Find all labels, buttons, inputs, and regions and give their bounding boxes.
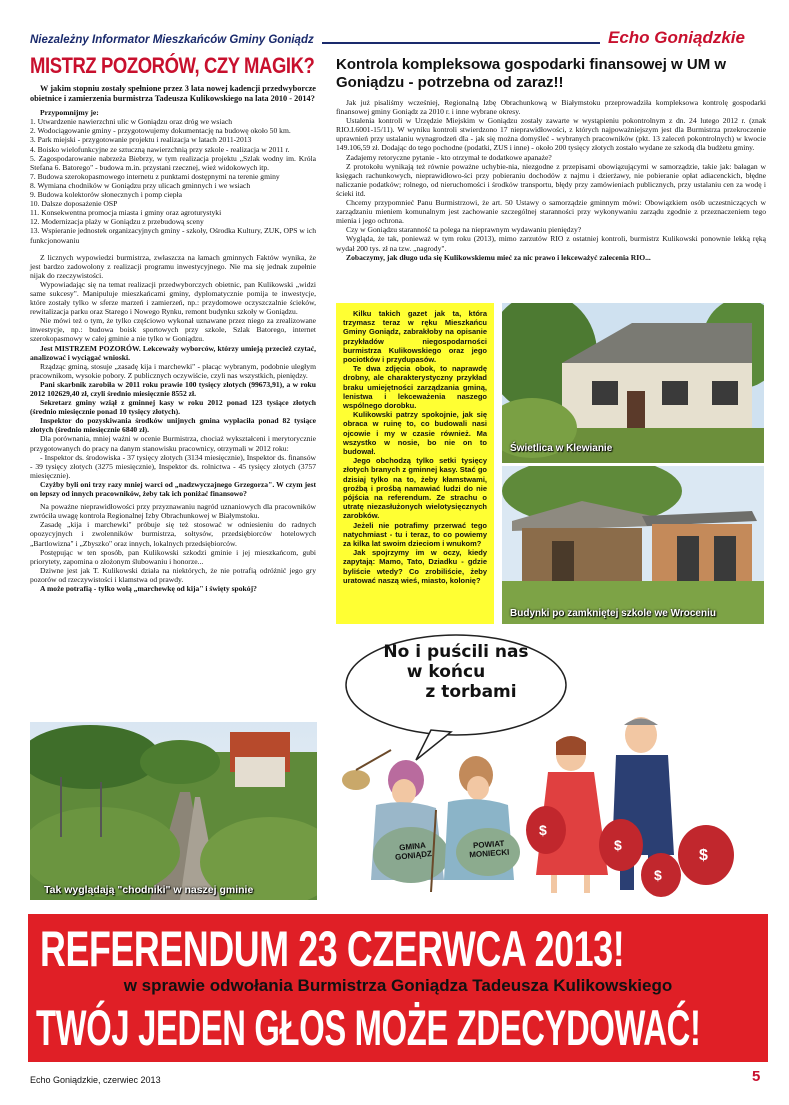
paragraph: Wypowiadając się na temat realizacji przedwyborczych obietnic, pan Kulikowski „widzi same sukcesy". Manipuluje mieszkańcami gminy, dyplomatycznie pomija te inwestycje, które zostały tylko w sferze marzeń i zamierzeń, np.: przydomowe oczyszczalnie ścieków, rewitalizacja parku oraz Starego i Nowego Rynku, remont budynku szkoły w Goniądzu. — [30, 279, 316, 317]
sidebar-paragraph: Kilku takich gazet jak ta, która trzymasz teraz w ręku Mieszkańcu Gminy Goniądz, zabrakłoby na opisanie przykładów niegospodarności burmistrza Kulikowskiego oraz jego pociotków i przydupasów. — [343, 309, 487, 365]
sack-label-line: GONIĄDZ — [394, 849, 433, 862]
swietlica-photo-image — [502, 303, 764, 463]
sidebar-paragraph: Jeżeli nie potrafimy przerwać tego natychmiast - tu i teraz, to co powiemy za kilka lat swoim dzieciom i wnukom? — [343, 520, 487, 549]
paragraph: Dla porównania, mniej ważni w ocenie Burmistrza, chociaż wykształceni i merytorycznie przygotowanych do pracy na danym stanowisku pracownicy, otrzymali w 2012 roku: — [30, 434, 316, 453]
budynki-caption: Budynki po zamkniętej szkole we Wroceniu — [510, 608, 716, 619]
right-article-body — [336, 98, 766, 262]
sidebar-paragraph: Jego obchodzą tylko setki tysięcy złotych branych z gminnej kasy. Stać go dzisiaj tylko na to, żeby kłamstwami, groźbą i prośbą namawiać ludzi do nie pójścia na referendum. Ze strachu o utratę niezasłużonych wielotysięcznych zarobków. — [343, 456, 487, 521]
sack-label-powiat — [463, 838, 514, 859]
list-item: 11. Konsekwentna promocja miasta i gminy oraz agroturystyki — [30, 208, 222, 218]
paragraph: Dziwne jest jak T. Kulikowski działa na niektórych, że nie potrafią odróżnić jego gry pozorów od rzeczywistości i klamstwa od prawdy. — [30, 565, 316, 584]
list-item: 7. Budowa szerokopasmowego internetu z punktami dostępnymi na terenie gminy — [30, 171, 280, 181]
paragraph: Czy w Goniądzu staranność ta polega na nieprawnym wydawaniu pieniędzy? — [346, 225, 582, 235]
list-item: 5. Zagospodarowanie nabrzeża Biebrzy, w tym realizacja projektu „Szlak wodny im. Króla Stefana 6. Batorego" - budowa m.in. przystani rzecznej, wież widokowych itp. — [30, 153, 316, 172]
promises-list — [30, 117, 316, 244]
paragraph-final: A może potrafią - tylko wolą „marchewkę od kija" i święty spokój? — [40, 583, 257, 593]
sidebar-paragraph: Jak spojrzymy im w oczy, kiedy zapytają: Mamo, Tato, Dziadku - gdzie byliście wtedy? Co zrobiliście, żeby uratować naszą wieś, miasto, kolonię? — [343, 548, 487, 585]
referendum-banner — [28, 914, 768, 1062]
list-item: 10. Dalsze doposażenie OSP — [30, 199, 118, 209]
sidewalk-photo-image — [30, 722, 317, 900]
list-item: 9. Budowa kolektorów słonecznych i pomp ciepła — [30, 190, 183, 200]
svg-text:$: $ — [539, 822, 547, 838]
sack-label-line: GMINA — [398, 840, 427, 853]
left-article-lead: W jakim stopniu zostały spełnione przez 3 lata nowej kadencji przedwyborcze obietnice i zamierzenia burmistrza Tadeusza Kulikowskiego na lata 2010 - 2014? — [30, 84, 316, 103]
paragraph-inspektor: Inspektor do pozyskiwania środków unijnych gmina wypłaciła ponad 82 tysiące złotych (średnio miesięcznie 6840 zł). — [30, 416, 316, 435]
reminder-heading: Przypomnijmy je: — [40, 108, 99, 118]
masthead-tagline: Niezależny Informator Mieszkańców Gminy Goniądz — [30, 34, 314, 46]
svg-text:$: $ — [614, 837, 622, 853]
banner-line-1: REFERENDUM 23 CZERWCA 2013! — [40, 921, 625, 977]
paragraph-question: Czyżby byli oni trzy razy mniej warci od „nadzwyczajnego Grzegorza". W czym jest on lepszy od innych pracowników, żeby tak ich poniżać finansowo? — [30, 479, 316, 499]
swietlica-caption: Świetlica w Klewianie — [510, 443, 613, 454]
speech-bubble-text — [376, 642, 536, 702]
list-item: 1. Utwardzenie nawierzchni ulic w Goniądzu oraz dróg we wsiach — [30, 117, 232, 127]
masthead-rule — [322, 42, 600, 44]
page-number: 5 — [752, 1068, 761, 1085]
right-article-title: Kontrola kompleksowa gospodarki finansowej w UM w Goniądzu - potrzebna od zaraz!! — [336, 56, 727, 91]
paragraph: Na poważne nieprawidłowości przy przyznawaniu nagród uznaniowych dla pracowników zwróciła uwagę kontrola Regionalnej Izby Obrachunkowej w Białymstoku. — [30, 502, 316, 521]
paragraph: Nie mówi też o tym, że tylko częściowo wykonał uznawane przez niego za zrealizowane inwestycje, np.: budowa boisk sportowych przy szkole, Szlak Batorego, internet szerokopasmowy w całej gminie a nie tylko w Goniądzu. — [30, 316, 316, 344]
budynki-photo-image — [502, 466, 764, 624]
svg-text:$: $ — [699, 847, 708, 864]
speech-line: z torbami — [425, 682, 517, 702]
speech-line: w końcu — [406, 662, 486, 682]
yellow-sidebar — [336, 303, 494, 624]
paragraph-skarbnik: Pani skarbnik zarobiła w 2011 roku prawie 100 tysięcy złotych (99673,91), a w roku 2012 102629,40 zł, czyli średnio miesięcznie 8552 zł. — [30, 379, 316, 398]
list-item: 3. Park miejski - przygotowanie projektu i realizacja w latach 2011-2013 — [30, 135, 252, 145]
list-item: 4. Boisko wielofunkcyjne ze sztuczną nawierzchnią przy szkole - realizacja w 2011 r. — [30, 144, 290, 154]
paragraph-sekretarz: Sekretarz gminy wziął z gminnej kasy w roku 2012 ponad 123 tysiące złotych (średnio miesięcznie ponad 10 tysięcy złotych). — [30, 398, 316, 417]
paragraph: Chcemy przypomnieć Panu Burmistrzowi, że art. 50 Ustawy o samorządzie gminnym mówi: Obowiązkiem osób uczestniczących w zarządzaniu mieniem komunalnym jest zachowanie szczególnej staranności przy wykonywaniu zarządu zgodnie z przeznaczeniem tego mienia i jego ochrona. — [336, 198, 766, 226]
banner-line-2: w sprawie odwołania Burmistrza Goniądza Tadeusza Kulikowskiego — [123, 976, 673, 995]
list-item: 12. Modernizacja plaży w Goniądzu z przebudową sceny — [30, 217, 204, 227]
left-article-body — [30, 84, 316, 593]
paragraph: Wygląda, że tak, ponieważ w tym roku (2013), mimo zarzutów RIO z ostatniej kontroli, burmistrz Kulikowski ponownie lekką ręką wydał 200 tys. zł na tzw. „nagrody". — [336, 234, 766, 253]
paragraph: Z licznych wypowiedzi burmistrza, zwłaszcza na łamach gminnych Faktów wynika, że jest bardzo zadowolony z realizacji programu inwestycyjnego. Nie ma się jednak zupełnie nijak do rzeczywistości. — [30, 252, 316, 280]
paragraph: Ustalenia kontroli w Urzędzie Miejskim w Goniądzu zostały zawarte w wystąpieniu pokontrolnym z dn. 24 lutego 2012 r. (znak RIO.I.6001-15/11). W wyniku kontroli stwierdzono 17 nieprawidłowości, z których najpoważniejszym jest dla Burmistrza przekroczenie uprawnień przy ustalaniu wynagrodzeń dla - jak się można domyśleć - wybranych pracowników (pkt. 13 zaleceń pokontrolnych) w kwocie 149.106,59 zł. Dodając do tego pochodne (podatki, ZUS i inne) - około 200 tysięcy złotych zostało wydane ze szkodą dla budżetu gminy. — [336, 116, 766, 153]
list-item: 8. Wymiana chodników w Goniądzu przy ulicach gminnych i we wsiach — [30, 180, 251, 190]
brand-name: Echo Goniądzkie — [608, 28, 745, 47]
svg-text:$: $ — [654, 867, 662, 883]
paragraph: Zadajemy retoryczne pytanie - kto otrzymał te dodatkowe apanaże? — [346, 152, 552, 162]
paragraph: Postępując w ten sposób, pan Kulikowski szkodzi gminie i jej mieszkańcom, gubi priorytety, zapomina o złożonym ślubowaniu i honorze... — [30, 547, 316, 566]
sack-label-line: MONIECKI — [469, 847, 510, 860]
sidebar-paragraph: Te dwa zdjęcia obok, to naprawdę drobny, ale charakterystyczny przykład braku umiejętności zarządzania gminą, lenistwa i lekceważenia naszego wspólnego dorobku. — [343, 364, 487, 411]
right-article-closing: Zobaczymy, jak długo uda się Kulikowskiemu mieć za nic prawo i lekceważyć zalecenia RIO... — [346, 252, 651, 262]
paragraph-salaries: - Inspektor ds. środowiska - 37 tysięcy złotych (3134 miesięcznie), Inspektor ds. finansów - 39 tysięcy złotych (3275 miesięcznie), Inspektor ds. rolnictwa - 45 tysięcy złotych (3757 miesięcznie). — [30, 452, 316, 480]
swietlica-photo — [502, 303, 764, 463]
paragraph: Zasadę „kija i marchewki" próbuje się też stosować w odniesieniu do radnych opozycyjnych i zwolenników burmistrza, sołtysów, przedsiębiorców hotelowych „Bartlowizna" i „Zbyszko" oraz innych, lokalnych przedsiębiorców. — [30, 520, 316, 548]
paragraph: Z protokołu wynikają też równie poważne uchybie-nia, niezgodne z przepisami obowiązującymi w samorządzie, takie jak: bałagan w księgach rachunkowych, nieprawidłowo-ści przy pobieraniu dochodów z najmu i dzierżawy, nie pobieranie opłat adiacenckich, błędne naliczanie podatków; rolnego, od nieruchomości i środków transportu, błędy przy zamówieniach publicznych, przy ustalaniu cen za wodę i ścieki itd. — [336, 161, 766, 198]
list-item: 13. Wspieranie jednostek organizacyjnych gminy - szkoły, Ośrodka Kultury, ZUK, OPS w ich funkcjonowaniu — [30, 226, 316, 245]
paragraph: Jak już pisaliśmy wcześniej, Regionalną Izbę Obrachunkową w Białymstoku przeprowadziła kompleksowa kontrolę gospodarki finansowej gminy Goniądz za 2010 r. i inne wybrane okresy. — [336, 98, 766, 117]
cartoon — [336, 630, 764, 906]
paragraph-mistrz: Jest MISTRZEM POZORÓW. Lekceważy wyborców, którzy umieją przecież czytać, analizować i wyciągać wnioski. — [30, 343, 316, 362]
list-item: 2. Wodociągowanie gminy - przygotowujemy dokumentację na budowę około 50 km. — [30, 126, 291, 136]
speech-line: No i puścili nas — [383, 642, 529, 662]
sidebar-paragraph: Kulikowski patrzy spokojnie, jak się obraca w ruinę to, co budowali nasi ojcowie i my w czasie również. Ma wszystko w nosie, bo nie on to budował. — [343, 410, 487, 457]
paragraph: Rządząc gminą, stosuje „zasadę kija i marchewki" - płacąc wybranym, podobnie uległym pracownikom, wysokie pobory. Z publicznych oczywiście, czyli nas wszystkich, pieniędzy. — [30, 361, 316, 380]
sack-label-line: POWIAT — [472, 838, 505, 851]
left-article-title: MISTRZ POZORÓW, CZY MAGIK? — [30, 53, 315, 78]
sidewalk-photo — [30, 722, 317, 900]
banner-line-3: TWÓJ JEDEN GŁOS MOŻE ZDECYDOWAĆ! — [36, 1000, 701, 1056]
footer-issue: Echo Goniądzkie, czerwiec 2013 — [30, 1075, 161, 1085]
budynki-photo — [502, 466, 764, 624]
sidewalk-photo-caption: Tak wyglądają "chodniki" w naszej gminie — [44, 884, 254, 896]
